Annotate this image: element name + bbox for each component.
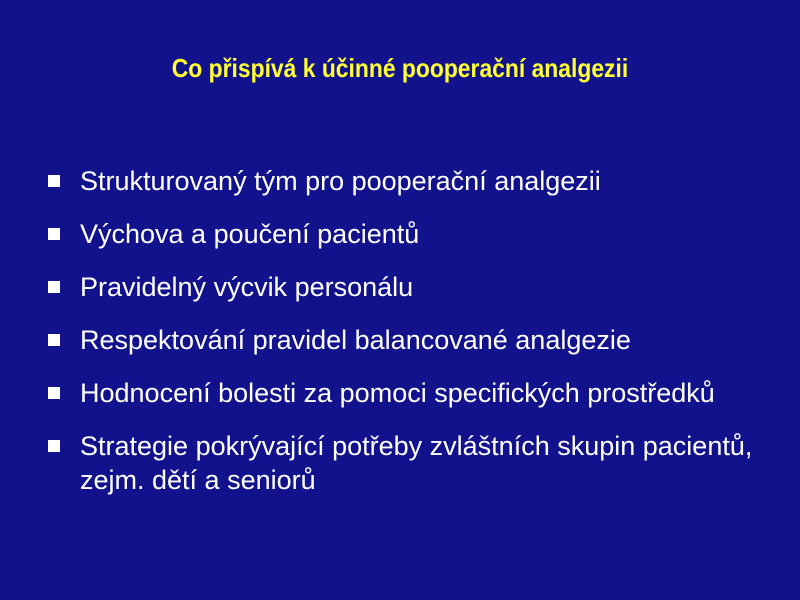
bullet-text: Pravidelný výcvik personálu [80, 272, 414, 302]
square-bullet-icon [48, 387, 60, 399]
bullet-text: Strategie pokrývající potřeby zvláštních skupin pacientů, zejm. dětí a seniorů [80, 431, 753, 495]
square-bullet-icon [48, 228, 60, 240]
bullet-text: Hodnocení bolesti za pomoci specifických prostředků [80, 378, 715, 408]
bullet-text: Strukturovaný tým pro pooperační analgezii [80, 166, 601, 196]
square-bullet-icon [48, 334, 60, 346]
square-bullet-icon [48, 440, 60, 452]
bullet-text: Respektování pravidel balancované analgezie [80, 325, 631, 355]
bullet-item [48, 270, 768, 304]
slide-title: Co přispívá k účinné pooperační analgezii [171, 53, 629, 83]
bullet-list [48, 164, 768, 516]
square-bullet-icon [48, 175, 60, 187]
bullet-item [48, 323, 768, 357]
bullet-item [48, 217, 768, 251]
bullet-item [48, 164, 768, 198]
bullet-item [48, 376, 768, 410]
square-bullet-icon [48, 281, 60, 293]
bullet-text: Výchova a poučení pacientů [80, 219, 420, 249]
bullet-item [48, 429, 768, 497]
